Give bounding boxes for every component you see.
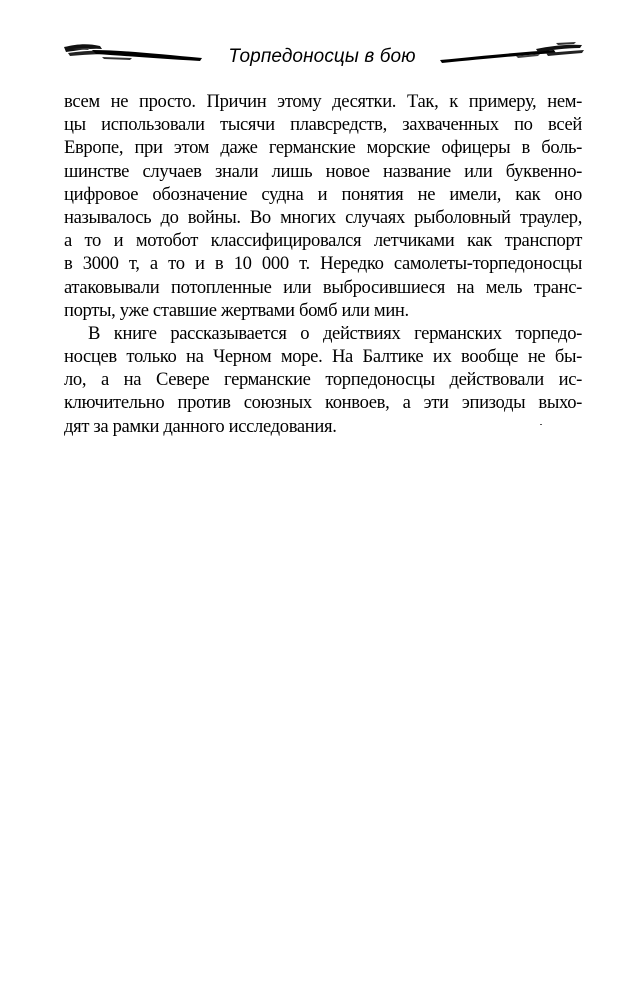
text-line: дят за рамки данного исследования.: [64, 415, 337, 437]
text-line: носцев только на Черном море. На Балтике их вообще не бы-: [64, 346, 582, 368]
print-speck: [540, 424, 542, 425]
text-line: В книге рассказывается о действиях германских торпедо-: [88, 322, 582, 344]
text-line: шинстве случаев знали лишь новое название или буквенно-: [64, 160, 582, 182]
text-line: цифровое обозначение судна и понятия не имели, как оно: [64, 183, 582, 205]
text-line: Европе, при этом даже германские морские офицеры в боль-: [64, 137, 582, 159]
text-line: порты, уже ставшие жертвами бомб или мин.: [64, 299, 409, 321]
text-line: ключительно против союзных конвоев, а эти эпизоды выхо-: [64, 392, 582, 414]
text-line: ло, а на Севере германские торпедоносцы действовали ис-: [64, 369, 582, 391]
running-title: Торпедоносцы в бою: [228, 46, 416, 67]
text-line: атаковывали потопленные или выбросившиеся на мель транс-: [64, 276, 582, 298]
text-line: в 3000 т, а то и в 10 000 т. Нередко самолеты-торпедоносцы: [64, 253, 582, 275]
text-line: называлось до войны. Во многих случаях рыболовный траулер,: [64, 206, 582, 228]
right-brush-ornament: [436, 38, 586, 68]
text-line: а то и мотобот классифицировался летчиками как транспорт: [64, 230, 582, 252]
text-line: цы использовали тысячи плавсредств, захваченных по всей: [64, 114, 582, 136]
running-header: [0, 38, 644, 78]
body-text: [64, 90, 582, 438]
left-brush-ornament: [62, 38, 212, 68]
text-line: всем не просто. Причин этому десятки. Так, к примеру, нем-: [64, 91, 582, 112]
